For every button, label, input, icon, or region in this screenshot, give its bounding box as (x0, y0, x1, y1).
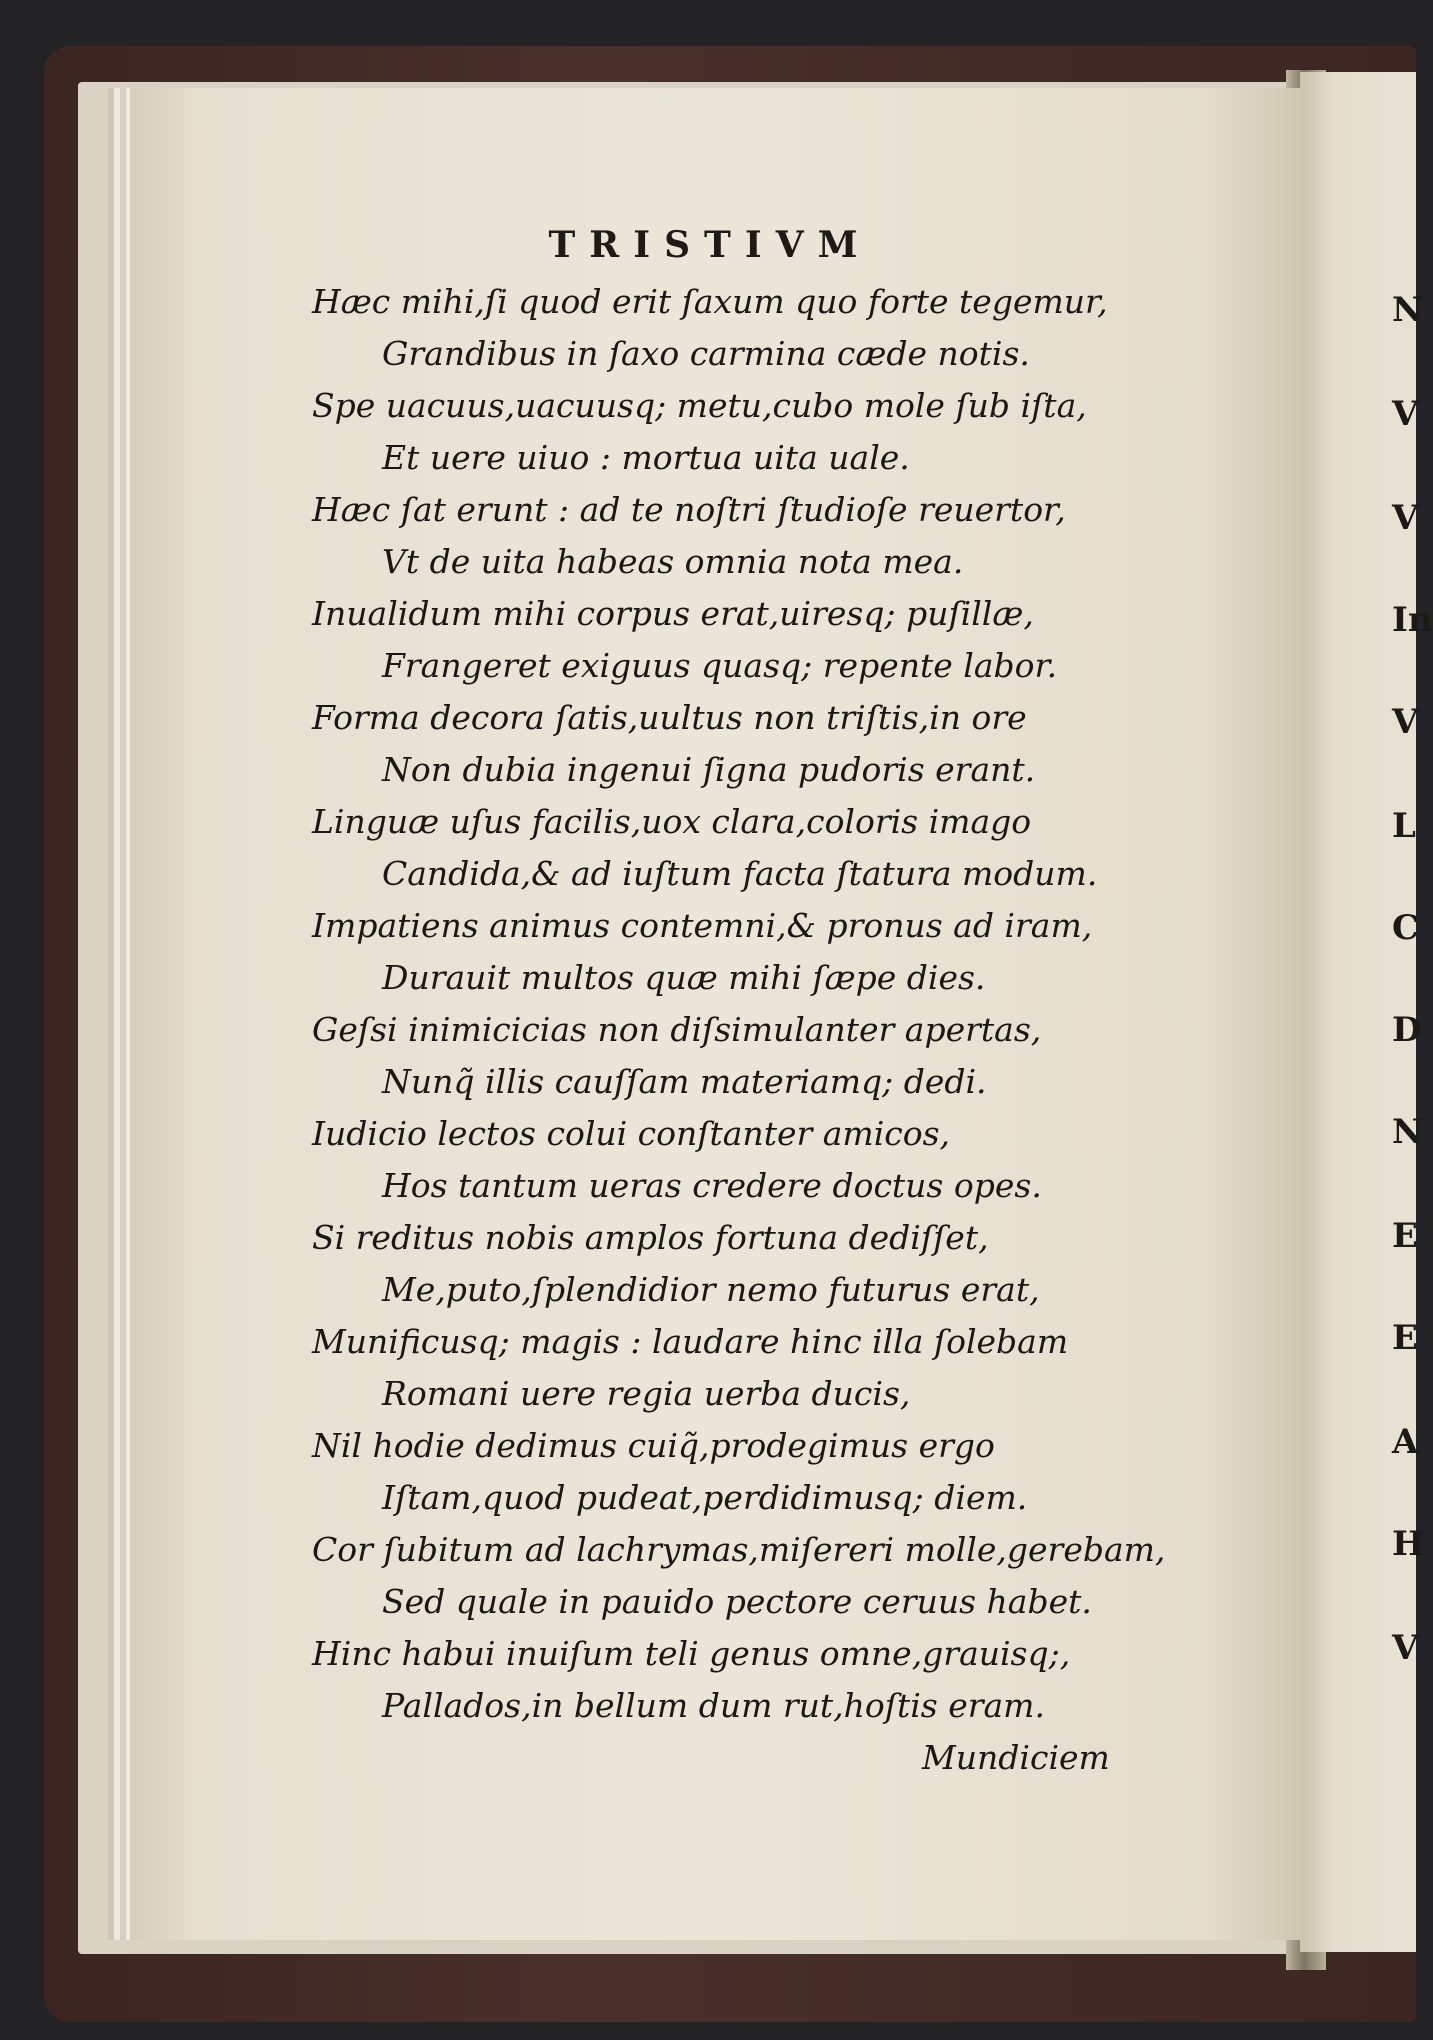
verse-line: Et uere uiuo : mortua uita uale. (382, 438, 910, 477)
verse-line: Frangeret exiguus quasq; repente labor. (382, 646, 1058, 685)
verse-line: Vt de uita habeas omnia nota mea. (382, 542, 964, 581)
verse-line: Candida,& ad iuſtum facta ſtatura modum. (382, 854, 1098, 893)
verse-line: Nunq̃ illis cauſſam materiamq; dedi. (382, 1062, 987, 1101)
verse-line: Inualidum mihi corpus erat,uiresq; puſillæ, (312, 594, 1034, 633)
initial-letter: V (1392, 394, 1419, 434)
initial-letter: V (1392, 1628, 1419, 1668)
verse-line: Sed quale in pauido pectore ceruus habet. (382, 1582, 1092, 1621)
verse-line: Linguæ uſus facilis,uox clara,coloris imago (312, 802, 1032, 841)
verse-line: Hæc mihi,ſi quod erit ſaxum quo forte tegemur, (312, 282, 1108, 321)
verse-line: Iudicio lectos colui conſtanter amicos, (312, 1114, 951, 1153)
verse-line: Impatiens animus contemni,& pronus ad iram, (312, 906, 1093, 945)
verse-line: Me,puto,ſplendidior nemo futurus erat, (382, 1270, 1040, 1309)
catchword: Mundiciem (922, 1738, 1110, 1777)
initial-letter: In (1392, 600, 1433, 640)
verse-line: Grandibus in ſaxo carmina cæde notis. (382, 334, 1030, 373)
verse-line: Durauit multos quæ mihi ſæpe dies. (382, 958, 986, 997)
running-head: TRISTIVM (548, 224, 872, 266)
verse-line: Forma decora ſatis,uultus non triſtis,in ore (312, 698, 1027, 737)
verse-line: Iſtam,quod pudeat,perdidimusq; diem. (382, 1478, 1028, 1517)
initial-letter: V (1392, 702, 1419, 742)
verse-line: Cor ſubitum ad lachrymas,miſereri molle,gerebam, (312, 1530, 1166, 1569)
initial-letter: D (1392, 1010, 1422, 1050)
initial-letter: A (1392, 1422, 1419, 1462)
verse-line: Hinc habui inuiſum teli genus omne,grauisq;, (312, 1634, 1071, 1673)
verse-line: Munificusq; magis : laudare hinc illa ſolebam (312, 1322, 1069, 1361)
verse-line: Nil hodie dedimus cuiq̃,prodegimus ergo (312, 1426, 995, 1465)
verse-line: Hæc ſat erunt : ad te noſtri ſtudioſe reuertor, (312, 490, 1066, 529)
verse-line: Pallados,in bellum dum rut,hoſtis eram. (382, 1686, 1045, 1725)
verse-line: Non dubia ingenui ſigna pudoris erant. (382, 750, 1036, 789)
initial-letter: E (1392, 1318, 1418, 1358)
initial-letter: L (1392, 806, 1416, 846)
verse-line: Spe uacuus,uacuusq; metu,cubo mole ſub iſta, (312, 386, 1087, 425)
initial-letter: H (1392, 1524, 1425, 1564)
verse-line: Romani uere regia uerba ducis, (382, 1374, 911, 1413)
initial-letter: V (1392, 498, 1419, 538)
initial-letter: E (1392, 1216, 1418, 1256)
verse-line: Geſsi inimicicias non diſsimulanter apertas, (312, 1010, 1042, 1049)
initial-letter: N (1392, 1112, 1424, 1152)
initial-letter: N (1392, 290, 1424, 330)
verse-line: Hos tantum ueras credere doctus opes. (382, 1166, 1042, 1205)
verse-line: Si reditus nobis amplos fortuna dediſſet, (312, 1218, 989, 1257)
initial-letter: C (1392, 908, 1420, 948)
